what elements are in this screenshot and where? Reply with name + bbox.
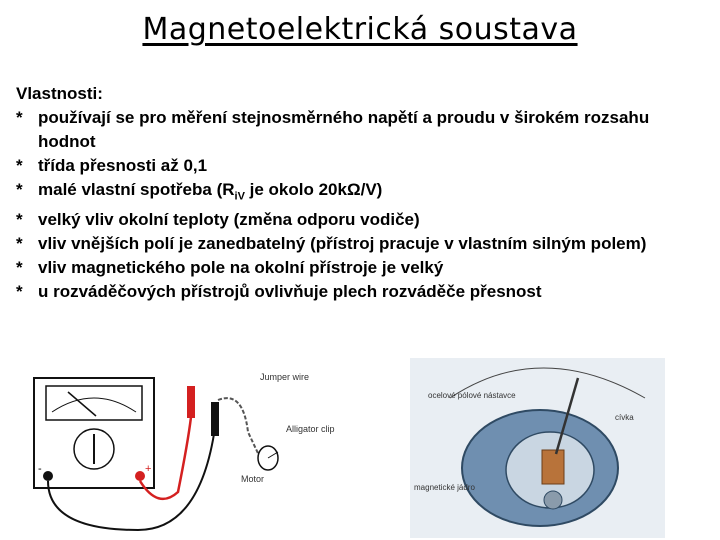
item-subscript: iV: [234, 190, 245, 203]
black-probe: [211, 402, 219, 436]
item-text-pre: malé vlastní spotřeba (R: [38, 180, 235, 199]
terminal-plus: [135, 471, 145, 481]
minus-label: -: [38, 463, 42, 475]
plus-label: +: [145, 463, 152, 475]
pole-shoes-label: ocelové pólové nástavce: [428, 391, 516, 400]
core-label: magnetické jádro: [414, 483, 475, 492]
multimeter-circuit-figure: [28, 372, 358, 537]
list-item: * používají se pro měření stejnosměrného napětí a proudu v širokém rozsahu hodnot: [16, 106, 706, 154]
properties-list: [16, 106, 706, 304]
jumper-wire: [218, 398, 263, 464]
jumper-wire-label: Jumper wire: [260, 372, 310, 382]
red-probe: [187, 386, 195, 418]
list-item: * velký vliv okolní teploty (změna odporu vodiče): [16, 208, 706, 232]
terminal-minus: [43, 471, 53, 481]
core: [544, 491, 562, 509]
slide-title: Magnetoelektrická soustava: [142, 12, 578, 47]
list-item: * u rozváděčových přístrojů ovlivňuje plech rozváděče přesnost: [16, 280, 706, 304]
list-item: [16, 178, 706, 208]
magnetoelectric-mechanism-figure: [410, 358, 665, 538]
list-item: * třída přesnosti až 0,1: [16, 154, 706, 178]
coil: [542, 450, 564, 484]
motor-label: Motor: [241, 474, 265, 484]
coil-label: cívka: [615, 413, 634, 422]
list-item: * vliv magnetického pole na okolní přístroje je velký: [16, 256, 706, 280]
alligator-clip-label: Alligator clip: [286, 424, 335, 434]
list-item: * vliv vnějších polí je zanedbatelný (přístroj pracuje v vlastním silným polem): [16, 232, 706, 256]
item-text-post: je okolo 20kΩ/V): [244, 180, 383, 199]
properties-heading: Vlastnosti:: [16, 84, 103, 103]
slide-content: [16, 82, 706, 304]
